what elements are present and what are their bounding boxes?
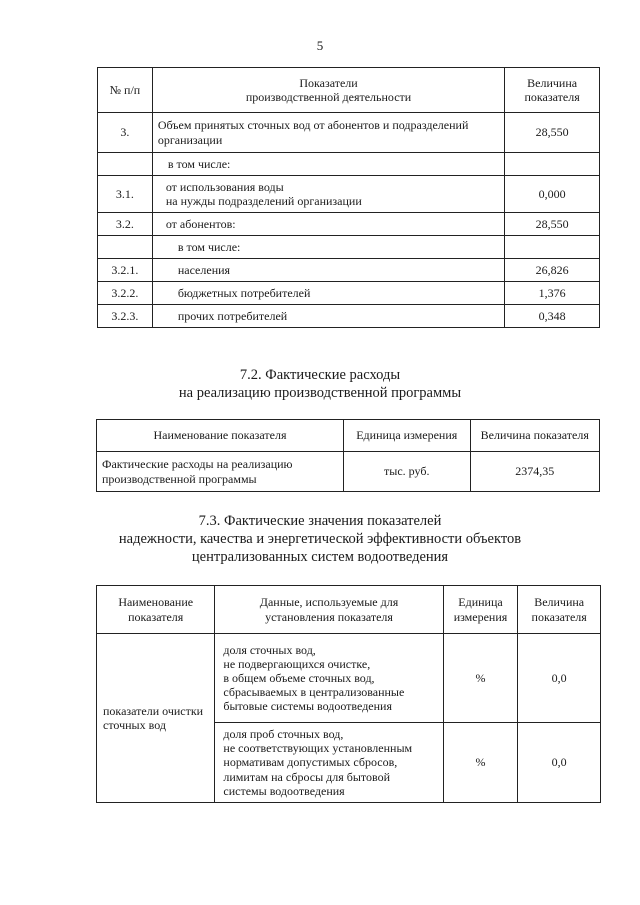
header-value: Величина показателя xyxy=(470,420,600,452)
section-7-2-title-line1: 7.2. Фактические расходы xyxy=(239,367,401,383)
table-row xyxy=(98,259,600,282)
row-label: прочих потребителей xyxy=(152,305,504,328)
row-label: бюджетных потребителей xyxy=(152,282,504,305)
table-row xyxy=(98,153,600,176)
row-num: 3.2.1. xyxy=(98,259,153,282)
section-7-2-title-line2: на реализацию производственной программы xyxy=(178,385,462,401)
actual-expenses-table xyxy=(96,419,600,492)
row-num: 3.2. xyxy=(98,213,153,236)
section-7-3-title-line1: 7.3. Фактические значения показателей xyxy=(198,513,442,529)
expense-name: Фактические расходы на реализацию производственной программы xyxy=(97,452,344,492)
row-label: в том числе: xyxy=(152,236,504,259)
section-7-3-title xyxy=(0,512,640,566)
row-value: 28,550 xyxy=(505,113,600,153)
header-indicator: Показатели производственной деятельности xyxy=(152,68,504,113)
row-value: 26,826 xyxy=(505,259,600,282)
row-value: 1,376 xyxy=(505,282,600,305)
row-label: Объем принятых сточных вод от абонентов и подразделений организации xyxy=(152,113,504,153)
table-row xyxy=(98,282,600,305)
row-value: 28,550 xyxy=(505,213,600,236)
row-label: в том числе: xyxy=(152,153,504,176)
header-value: Величина показателя xyxy=(505,68,600,113)
row-data: доля сточных вод, не подвергающихся очистке, в общем объеме сточных вод, сбрасываемых в централизованные бытовые системы водоотведения xyxy=(215,634,443,723)
row-value: 0,000 xyxy=(505,176,600,213)
header-num: № п/п xyxy=(98,68,153,113)
row-num xyxy=(98,236,153,259)
row-label: от абонентов: xyxy=(152,213,504,236)
section-7-3-title-line3: централизованных систем водоотведения xyxy=(191,549,449,565)
row-value: 0,0 xyxy=(518,723,601,803)
header-unit: Единица измерения xyxy=(344,420,471,452)
row-num: 3.2.2. xyxy=(98,282,153,305)
row-value xyxy=(505,236,600,259)
header-data: Данные, используемые для установления показателя xyxy=(215,586,443,634)
row-label: населения xyxy=(152,259,504,282)
table-row xyxy=(98,213,600,236)
row-num: 3.1. xyxy=(98,176,153,213)
header-unit: Единица измерения xyxy=(443,586,518,634)
row-num: 3.2.3. xyxy=(98,305,153,328)
row-unit: % xyxy=(443,634,518,723)
group-name: показатели очистки сточных вод xyxy=(97,634,215,803)
expense-value: 2374,35 xyxy=(470,452,600,492)
production-indicators-table xyxy=(97,67,600,328)
table-row xyxy=(97,634,601,723)
header-name: Наименование показателя xyxy=(97,586,215,634)
row-label: от использования воды на нужды подразделений организации xyxy=(152,176,504,213)
table-row xyxy=(97,452,600,492)
row-value: 0,348 xyxy=(505,305,600,328)
table-header-row xyxy=(97,420,600,452)
section-7-2-title xyxy=(0,366,640,402)
section-7-3-title-line2: надежности, качества и энергетической эффективности объектов xyxy=(118,531,522,547)
table-row xyxy=(98,113,600,153)
table-row xyxy=(98,305,600,328)
row-num xyxy=(98,153,153,176)
row-value xyxy=(505,153,600,176)
page-number: 5 xyxy=(316,38,324,53)
header-value: Величина показателя xyxy=(518,586,601,634)
header-name: Наименование показателя xyxy=(97,420,344,452)
expense-unit: тыс. руб. xyxy=(344,452,471,492)
table-header-row xyxy=(98,68,600,113)
table-row xyxy=(98,176,600,213)
row-data: доля проб сточных вод, не соответствующих установленным нормативам допустимых сбросов, лимитам на сбросы для бытовой системы водоотведения xyxy=(215,723,443,803)
row-unit: % xyxy=(443,723,518,803)
table-row xyxy=(98,236,600,259)
row-num: 3. xyxy=(98,113,153,153)
reliability-indicators-table xyxy=(96,585,601,803)
row-value: 0,0 xyxy=(518,634,601,723)
table-header-row xyxy=(97,586,601,634)
